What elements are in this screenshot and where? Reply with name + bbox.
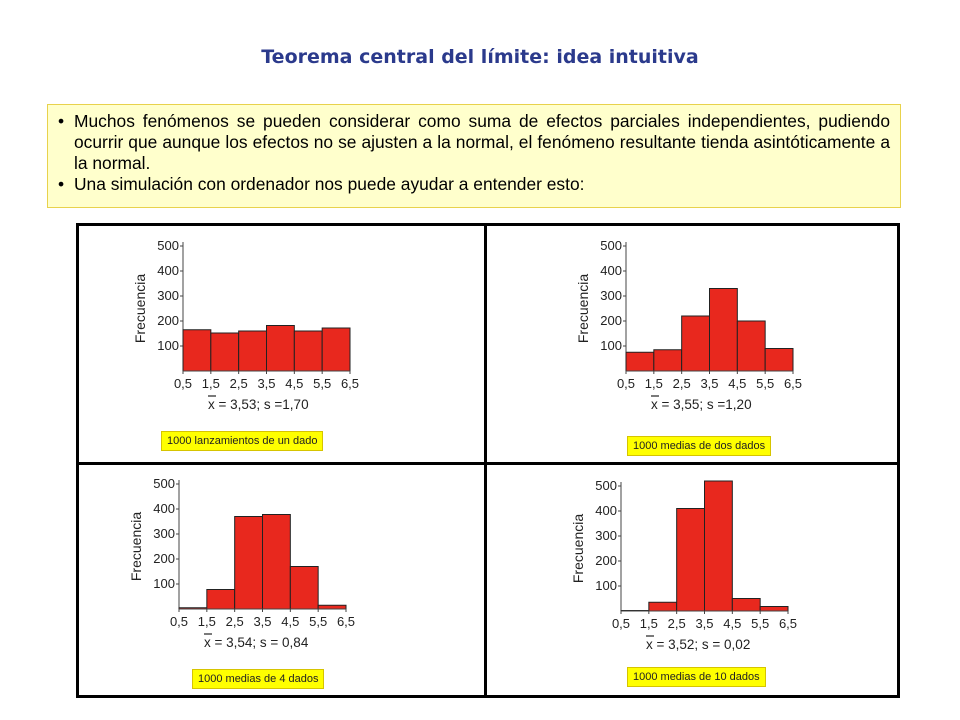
histogram-grid: [76, 223, 900, 698]
y-tick-label: 300: [157, 288, 179, 303]
histogram-bar: [263, 515, 291, 610]
y-axis-title: Frecuencia: [132, 273, 148, 344]
x-tick-label: 2,5: [229, 376, 248, 391]
x-tick-label: 2,5: [225, 614, 244, 629]
y-tick-label: 400: [157, 263, 179, 278]
histogram-bar: [290, 567, 318, 610]
y-tick-label: 300: [600, 288, 622, 303]
x-tick-label: 4,5: [281, 614, 300, 629]
x-tick-label: 5,5: [751, 616, 770, 631]
x-tick-label: 6,5: [783, 376, 803, 391]
x-tick-label: 0,5: [611, 616, 631, 631]
x-tick-label: 5,5: [313, 376, 332, 391]
x-tick-label: 2,5: [667, 616, 686, 631]
x-tick-label: 0,5: [616, 376, 636, 391]
stats-label: x = 3,52; s = 0,02: [646, 637, 751, 652]
histogram-ten-dice: [569, 476, 809, 676]
histogram-bar: [267, 326, 295, 372]
y-tick-label: 500: [157, 238, 179, 253]
histogram-bar: [207, 590, 235, 610]
stats-label: x = 3,55; s =1,20: [651, 397, 752, 412]
histogram-bar: [294, 331, 322, 371]
bullet-item: • Una simulación con ordenador nos puede ayudar a entender esto:: [58, 174, 890, 195]
y-axis-title: Frecuencia: [128, 511, 144, 582]
x-tick-label: 0,5: [169, 614, 189, 629]
x-tick-label: 0,5: [173, 376, 193, 391]
y-tick-label: 100: [153, 576, 175, 591]
grid-divider-horizontal: [79, 462, 897, 465]
histogram-bar: [677, 509, 705, 612]
y-tick-label: 300: [595, 528, 617, 543]
stats-label: x = 3,54; s = 0,84: [204, 635, 309, 650]
y-tick-label: 100: [595, 578, 617, 593]
x-tick-label: 4,5: [728, 376, 747, 391]
bullet-item: • Muchos fenómenos se pueden considerar como suma de efectos parciales independientes, pudiendo ocurrir que aunque los efectos no se ajusten a la normal, el fenómeno resultante tienda asintóticamente a la normal.: [58, 111, 890, 174]
y-tick-label: 500: [153, 476, 175, 491]
x-tick-label: 5,5: [309, 614, 328, 629]
y-tick-label: 400: [600, 263, 622, 278]
bullet-box: [47, 104, 901, 208]
histogram-bar: [183, 330, 211, 371]
y-tick-label: 200: [153, 551, 175, 566]
x-tick-label: 6,5: [778, 616, 798, 631]
x-tick-label: 4,5: [285, 376, 304, 391]
histogram-bar: [318, 605, 346, 609]
histogram-bar: [705, 481, 733, 611]
histogram-bar: [760, 607, 788, 612]
caption-ten-dice: 1000 medias de 10 dados: [627, 667, 766, 687]
y-tick-label: 500: [600, 238, 622, 253]
y-tick-label: 400: [153, 501, 175, 516]
y-tick-label: 200: [600, 313, 622, 328]
x-tick-label: 5,5: [756, 376, 775, 391]
page-title: Teorema central del límite: idea intuitiva: [261, 46, 699, 68]
histogram-bar: [710, 289, 738, 372]
y-tick-label: 200: [595, 553, 617, 568]
x-tick-label: 1,5: [201, 376, 220, 391]
histogram-bar: [732, 599, 760, 612]
histogram-bar: [239, 331, 267, 371]
x-tick-label: 3,5: [700, 376, 719, 391]
histogram-bar: [322, 328, 350, 371]
y-tick-label: 400: [595, 503, 617, 518]
y-axis-title: Frecuencia: [575, 273, 591, 344]
stats-label: x = 3,53; s =1,70: [208, 397, 309, 412]
x-tick-label: 4,5: [723, 616, 742, 631]
x-tick-label: 3,5: [253, 614, 272, 629]
x-tick-label: 6,5: [340, 376, 360, 391]
x-tick-label: 3,5: [695, 616, 714, 631]
histogram-bar: [682, 316, 710, 371]
histogram-bar: [235, 517, 263, 610]
caption-two-dice: 1000 medias de dos dados: [627, 436, 771, 456]
x-tick-label: 2,5: [672, 376, 691, 391]
y-tick-label: 100: [600, 338, 622, 353]
x-tick-label: 6,5: [336, 614, 356, 629]
grid-divider-vertical: [484, 226, 487, 695]
caption-four-dice: 1000 medias de 4 dados: [192, 669, 324, 689]
x-tick-label: 1,5: [639, 616, 658, 631]
y-tick-label: 300: [153, 526, 175, 541]
x-tick-label: 1,5: [644, 376, 663, 391]
caption-one-die: 1000 lanzamientos de un dado: [161, 431, 323, 451]
bullet-list: [58, 111, 890, 195]
histogram-bar: [765, 349, 793, 372]
histogram-four-dice: [127, 474, 367, 674]
y-tick-label: 500: [595, 478, 617, 493]
x-tick-label: 1,5: [197, 614, 216, 629]
histogram-bar: [211, 333, 239, 371]
y-tick-label: 100: [157, 338, 179, 353]
y-axis-title: Frecuencia: [570, 513, 586, 584]
histogram-bar: [654, 350, 682, 371]
histogram-one-die: [131, 236, 371, 436]
histogram-bar: [737, 321, 765, 371]
histogram-two-dice: [574, 236, 814, 436]
histogram-bar: [626, 352, 654, 371]
y-tick-label: 200: [157, 313, 179, 328]
histogram-bar: [649, 602, 677, 611]
x-tick-label: 3,5: [257, 376, 276, 391]
